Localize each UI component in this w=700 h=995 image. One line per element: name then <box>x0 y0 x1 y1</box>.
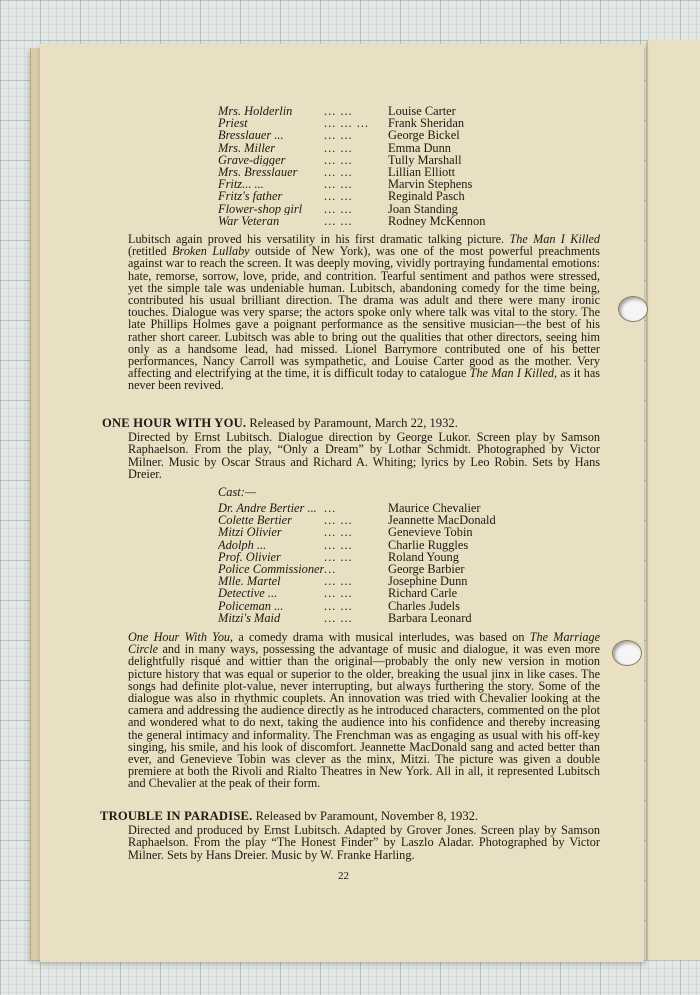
credits-one-hour-with-you: Directed by Ernst Lubitsch. Dialogue direction by George Lukor. Screen play by Samson Raphaelson. From the play, “Only a Dream” by Lothar Schmidt. Photographed by Victor Milner. Music by Oscar Straus and Richard A. Whiting; lyrics by Leo Robin. Sets by Hans Dreier. <box>128 430 600 481</box>
cast-row <box>218 129 485 141</box>
cast-actor: Lillian Elliott <box>388 164 456 179</box>
leader-dots: ... ... <box>324 574 353 589</box>
leader-dots: ... <box>324 501 337 515</box>
cast-list-man-i-killed <box>218 105 485 227</box>
leader-dots: ... ... <box>324 152 353 167</box>
text-run: as it has never been revived. <box>128 366 600 393</box>
italic-title-run: The Marriage Circle <box>128 630 601 657</box>
leader-dots: ... ... <box>324 213 353 228</box>
credits-trouble-in-paradise: Directed and produced by Ernst Lubitsch. Adapted by Grover Jones. Screen play by Samson Raphaelson. From the play “The Honest Finder” by Laszlo Aladar. Photographed by Victor Milner. Sets by Hans Dreier. Music by W. Franke Harling. <box>128 823 600 862</box>
cast-row <box>218 142 485 154</box>
cast-actor: Richard Carle <box>388 586 458 601</box>
leader-dots: ... ... <box>324 140 353 155</box>
cast-actor: Barbara Leonard <box>388 610 472 625</box>
cast-actor: George Barbier <box>388 561 465 576</box>
film-heading-trouble-in-paradise <box>100 810 478 823</box>
film-title: ONE HOUR WITH YOU. <box>102 416 247 430</box>
cast-actor: Tully Marshall <box>388 152 462 167</box>
cast-actor: Charlie Ruggles <box>388 537 469 552</box>
cast-actor: Frank Sheridan <box>388 116 465 131</box>
cast-row <box>218 600 496 612</box>
cast-actor: Joan Standing <box>388 201 458 216</box>
text-run: (retitled <box>128 244 173 259</box>
cast-role: Mitzi Olivier <box>218 526 282 539</box>
cast-role: Colette Bertier <box>218 514 292 527</box>
release-info: Released by Paramount, March 22, 1932. <box>246 416 458 430</box>
cast-role: Fritz... ... <box>218 178 264 191</box>
cast-role: Priest <box>218 117 248 130</box>
leader-dots: ... ... <box>324 104 353 118</box>
leader-dots: ... ... <box>324 128 353 143</box>
cast-actor: Jeannette MacDonald <box>388 513 496 528</box>
cast-row <box>218 190 485 202</box>
film-heading-one-hour-with-you <box>102 417 458 430</box>
cast-row <box>218 612 496 624</box>
text-run: and in many ways, possessing the advantage of music and dialogue, it was even more delightfully risqué and wittier than the original—probably the only new version in motion picture history that was equal or superior to the older, breaking the usual jinx in like cases. The songs had definite plot-value, never interrupting, but always furthering the story. Some of the dialogue was also in rhythmic couplets. An innovation was tried with Chevalier looking at the camera and addressing the audience directly as he introduced characters, commented on the plot and wondered what to do next, taking the audience into his confidence and thereby increasing the general intimacy and informality. The Frenchman was as engaging as usual with his off-key singing, his smile, and his look of discomfort. Jeannette MacDonald sang and acted better than ever, and Genevieve Tobin was clever as the minx, Mitzi. The picture was given a double premiere at both the Rivoli and Rialto Theatres in New York. All in all, it represented Lubitsch and Chevalier at the peak of their form. <box>128 642 600 791</box>
cast-role: Flower-shop girl <box>218 202 303 215</box>
cast-actor: Louise Carter <box>388 104 456 118</box>
release-info: Released bv Paramount, November 8, 1932. <box>252 809 479 823</box>
leader-dots: ... ... <box>324 513 353 528</box>
leader-dots: ... <box>324 561 337 576</box>
page-number: 22 <box>338 870 349 882</box>
leader-dots: ... ... <box>324 537 353 552</box>
cast-role: Mlle. Martel <box>218 575 281 588</box>
punch-hole-top <box>618 296 648 322</box>
cast-row <box>218 587 496 599</box>
cast-role: Mrs. Bresslauer <box>218 165 298 179</box>
review-one-hour-with-you <box>128 631 600 790</box>
cast-role: Policeman ... <box>218 599 284 612</box>
cast-actor: Josephine Dunn <box>388 574 468 589</box>
cast-row <box>218 215 485 227</box>
italic-title-run: The Man I Killed, <box>469 366 557 381</box>
cast-list-one-hour-with-you <box>218 502 496 624</box>
punch-hole-bottom <box>612 640 642 666</box>
italic-title-run: Broken Lullaby <box>172 244 250 259</box>
leader-dots: ... ... <box>324 598 353 613</box>
cast-row <box>218 539 496 551</box>
cast-role: Bresslauer ... <box>218 129 284 142</box>
text-run: outside of New York), was one of the most powerful preachments against war to reach the screen. It was deeply moving, vividly portraying fundamental emotions: hate, remorse, sorrow, love, pride, and contrition. Tearful sentiment and pathos were stressed, yet the simple tale was undeniable human. Lubitsch, abandoning comedy for the time being, contributed his usual brilliant direction. The drama was adult and there were many ironic touches. Dialogue was very sparse; the actors spoke only where talk was vital to the story. The late Phillips Holmes gave a poignant performance as the sensitive musician—the best of his rather short career. Lubitsch was able to bring out the qualities that other directors, seeing him only as a handsome lead, had missed. Lionel Barrymore contributed one of his better performances, Nancy Carroll was sympathetic, and Louise Carter good as the mother. Very affecting and electrifying at the time, it is difficult today to catalogue <box>128 244 600 381</box>
cast-row <box>218 203 485 215</box>
cast-role: Mitzi's Maid <box>218 611 281 624</box>
cast-role: Grave-digger <box>218 153 286 166</box>
leader-dots: ... ... <box>324 189 353 204</box>
cast-actor: Charles Judels <box>388 598 460 613</box>
leader-dots: ... ... <box>324 164 353 179</box>
cast-actor: Maurice Chevalier <box>388 501 481 515</box>
cast-actor: Reginald Pasch <box>388 189 465 204</box>
cast-role: Mrs. Holderlin <box>218 105 293 118</box>
leader-dots: ... ... <box>324 549 353 564</box>
booklet-page <box>40 44 644 962</box>
cast-actor: Rodney McKennon <box>388 213 486 228</box>
text-run: Lubitsch again proved his versatility in his first dramatic talking picture. <box>128 232 510 246</box>
cast-role: Fritz's father <box>218 190 283 203</box>
leader-dots: ... ... <box>324 201 353 216</box>
cast-role: Dr. Andre Bertier ... <box>218 502 317 515</box>
cast-label: Cast:— <box>218 485 256 499</box>
italic-title-run: The Man I Killed <box>509 232 600 246</box>
review-man-i-killed <box>128 233 600 392</box>
cast-actor: Genevieve Tobin <box>388 525 473 540</box>
cast-role: Police Commissioner <box>218 562 324 576</box>
cast-role: Adolph ... <box>218 538 267 551</box>
leader-dots: ... ... ... <box>324 116 370 131</box>
cast-actor: Roland Young <box>388 549 459 564</box>
text-run: a comedy drama with musical interludes, was based on <box>233 630 530 644</box>
cast-actor: Marvin Stephens <box>388 177 473 192</box>
film-title: TROUBLE IN PARADISE. <box>100 809 253 823</box>
cast-actor: George Bickel <box>388 128 460 143</box>
italic-title-run: One Hour With You, <box>128 630 234 644</box>
facing-page-edge <box>646 40 700 960</box>
cast-role: Prof. Olivier <box>218 550 281 563</box>
cast-role: War Veteran <box>218 214 280 227</box>
cast-role: Detective ... <box>218 587 278 600</box>
leader-dots: ... ... <box>324 586 353 601</box>
leader-dots: ... ... <box>324 177 353 192</box>
cast-role: Mrs. Miller <box>218 141 276 154</box>
cast-actor: Emma Dunn <box>388 140 451 155</box>
cast-row <box>218 526 496 538</box>
leader-dots: ... ... <box>324 610 353 625</box>
leader-dots: ... ... <box>324 525 353 540</box>
